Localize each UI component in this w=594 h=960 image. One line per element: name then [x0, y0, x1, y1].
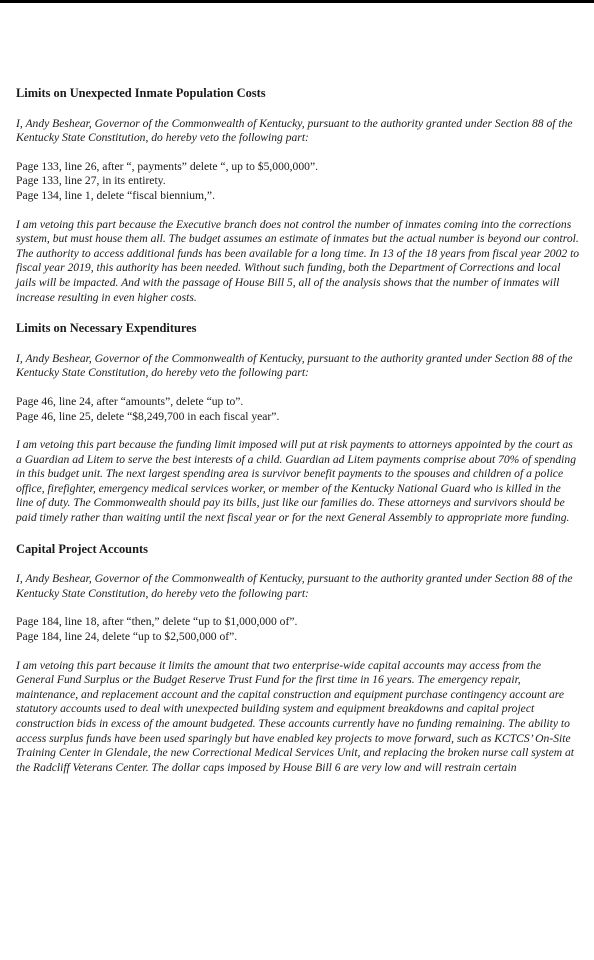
section-capital-project-accounts [14, 542, 580, 776]
section-heading: Limits on Unexpected Inmate Population Costs [16, 86, 266, 100]
edit-line: Page 133, line 27, in its entirety. [16, 174, 166, 188]
veto-intro-paragraph: I, Andy Beshear, Governor of the Commonwealth of Kentucky, pursuant to the authority granted under Section 88 of the Kentucky State Constitution, do hereby veto the following part: [16, 572, 573, 600]
veto-intro-paragraph: I, Andy Beshear, Governor of the Commonwealth of Kentucky, pursuant to the authority granted under Section 88 of the Kentucky State Constitution, do hereby veto the following part: [16, 116, 573, 145]
edit-line: Page 184, line 18, after “then,” delete “up to $1,000,000 of”. [16, 615, 298, 629]
top-border [0, 0, 594, 3]
section-inmate-population [14, 86, 580, 305]
edit-line: Page 134, line 1, delete “fiscal biennium,”. [16, 188, 215, 202]
veto-reason-paragraph: I am vetoing this part because the Executive branch does not control the number of inmates coming into the corrections system, but must house them all. The budget assumes an estimate of inmates but the actual number is beyond our control. The authority to access additional funds has been available for a long time. In 13 of the 18 years from fiscal year 2002 to fiscal year 2019, this authority has been needed. Without such funding, both the Department of Corrections and local jails will be impacted. And with the passage of House Bill 5, all of the analysis shows that the number of inmates will increase resulting in even higher costs. [16, 217, 580, 304]
edit-list [16, 160, 580, 204]
veto-reason-paragraph: I am vetoing this part because the funding limit imposed will put at risk payments to attorneys appointed by the court as a Guardian ad Litem to serve the best interests of a child. Guardian ad Litem payments comprise about 70% of spending in this budget unit. The next largest spending area is survivor benefit payments to the spouses and children of a police office, firefighter, emergency medical services worker, or member of the Kentucky National Guard who is killed in the line of duty. The Commonwealth should pay its bills, just like our families do. These attorneys and survivors should be paid timely rather than waiting until the next fiscal year or for the next General Assembly to appropriate more funding. [16, 438, 576, 525]
edit-list [16, 615, 580, 644]
edit-line: Page 46, line 24, after “amounts”, delete “up to”. [16, 394, 244, 408]
edit-list [16, 395, 580, 424]
veto-reason-paragraph: I am vetoing this part because it limits the amount that two enterprise-wide capital accounts may access from the General Fund Surplus or the Budget Reserve Trust Fund for the first time in 16 years. The emergency repair, maintenance, and replacement account and the capital construction and equipment purchase contingency account are statutory accounts used to deal with unexpected building system and equipment breakdowns and capital project construction bids in excess of the amount budgeted. These accounts currently have no funding remaining. The ability to access surplus funds have been used sparingly but have enabled key projects to move forward, such as KCTCS’ On-Site Training Center in Glendale, the new Correctional Medical Services Unit, and replacing the broken nurse call system at the Radcliff Veterans Center. The dollar caps imposed by House Bill 6 are very low and will restrain certain [16, 658, 575, 774]
edit-line: Page 46, line 25, delete “$8,249,700 in each fiscal year”. [16, 409, 280, 423]
document-page [14, 86, 580, 791]
veto-intro-paragraph: I, Andy Beshear, Governor of the Commonwealth of Kentucky, pursuant to the authority granted under Section 88 of the Kentucky State Constitution, do hereby veto the following part: [16, 351, 573, 380]
section-heading: Limits on Necessary Expenditures [16, 321, 197, 336]
edit-line: Page 184, line 24, delete “up to $2,500,000 of”. [16, 630, 238, 644]
edit-line: Page 133, line 26, after “, payments” delete “, up to $5,000,000”. [16, 159, 318, 173]
section-heading: Capital Project Accounts [16, 541, 148, 556]
section-necessary-expenditures [14, 321, 580, 526]
